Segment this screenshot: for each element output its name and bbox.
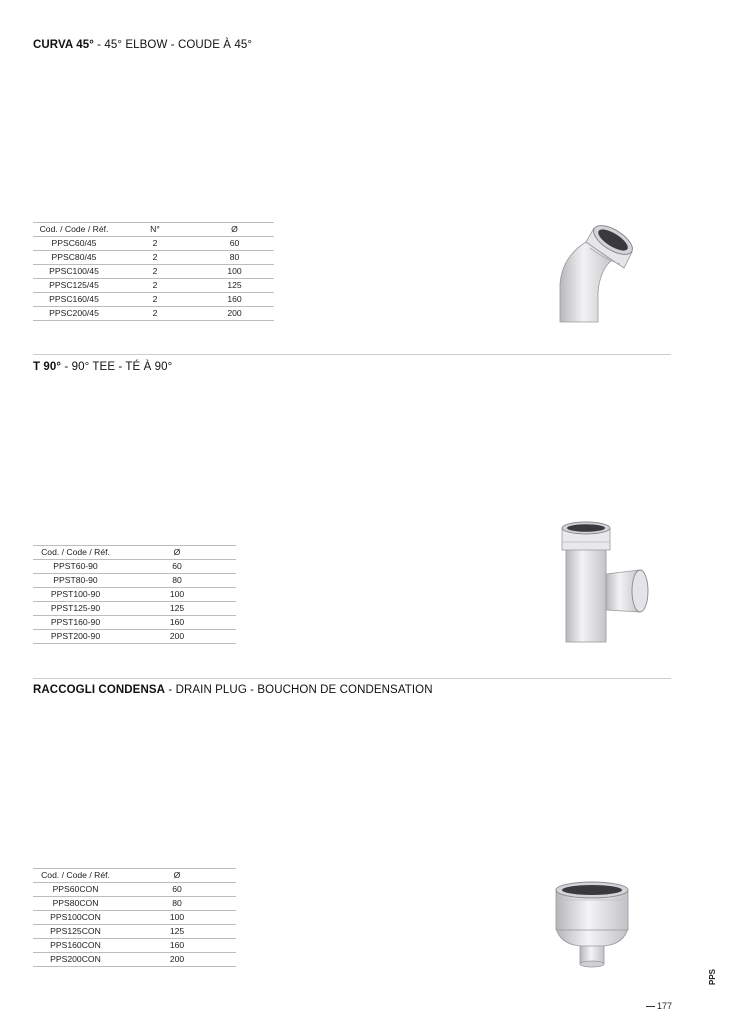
cell-code: PPSC80/45 (33, 251, 115, 265)
cell-code: PPS80CON (33, 897, 118, 911)
cell-code: PPST200-90 (33, 630, 118, 644)
col-header-number: N° (115, 223, 195, 237)
elbow-45-image (548, 212, 648, 324)
cell-diameter: 125 (195, 279, 274, 293)
table-row (33, 265, 274, 279)
table-row (33, 939, 236, 953)
section-title-drain-plug (33, 684, 433, 696)
cell-number: 2 (115, 265, 195, 279)
drain-plug-image (548, 874, 640, 972)
cell-diameter: 160 (118, 616, 236, 630)
cell-diameter: 160 (195, 293, 274, 307)
cell-diameter: 100 (118, 588, 236, 602)
table-header-row (33, 869, 236, 883)
cell-number: 2 (115, 307, 195, 321)
page-number-value: 177 (657, 1001, 673, 1011)
col-header-code: Cod. / Code / Réf. (33, 546, 118, 560)
table-row (33, 897, 236, 911)
section-title-rest: - 45° ELBOW - COUDE À 45° (93, 39, 253, 51)
cell-code: PPST160-90 (33, 616, 118, 630)
section-title-rest: - DRAIN PLUG - BOUCHON DE CONDENSATION (165, 684, 433, 696)
cell-code: PPSC60/45 (33, 237, 115, 251)
table-header-row (33, 223, 274, 237)
cell-code: PPST80-90 (33, 574, 118, 588)
cell-diameter: 125 (118, 925, 236, 939)
cell-code: PPSC160/45 (33, 293, 115, 307)
cell-diameter: 80 (195, 251, 274, 265)
cell-diameter: 100 (118, 911, 236, 925)
section-title-rest: - 90° TEE - TÉ À 90° (61, 361, 173, 373)
tee-90-image (552, 512, 654, 646)
col-header-diameter: Ø (118, 869, 236, 883)
table-row (33, 251, 274, 265)
cell-code: PPS200CON (33, 953, 118, 967)
elbow-spec-table (33, 222, 274, 321)
col-header-diameter: Ø (195, 223, 274, 237)
cell-diameter: 60 (118, 883, 236, 897)
table-row (33, 630, 236, 644)
table-row (33, 560, 236, 574)
cell-code: PPSC125/45 (33, 279, 115, 293)
cell-code: PPSC100/45 (33, 265, 115, 279)
cell-diameter: 80 (118, 574, 236, 588)
table-row (33, 883, 236, 897)
section-title-elbow (33, 39, 252, 51)
cell-code: PPST60-90 (33, 560, 118, 574)
cell-number: 2 (115, 293, 195, 307)
cell-diameter: 60 (195, 237, 274, 251)
cell-diameter: 80 (118, 897, 236, 911)
cell-diameter: 125 (118, 602, 236, 616)
cell-code: PPSC200/45 (33, 307, 115, 321)
cell-diameter: 200 (118, 630, 236, 644)
table-row (33, 602, 236, 616)
tee-spec-table (33, 545, 236, 644)
cell-code: PPS125CON (33, 925, 118, 939)
table-row (33, 588, 236, 602)
cell-diameter: 200 (195, 307, 274, 321)
page-number (646, 1001, 672, 1011)
cell-diameter: 160 (118, 939, 236, 953)
section-title-tee (33, 361, 172, 373)
section-divider (33, 354, 671, 355)
drain-plug-spec-table (33, 868, 236, 967)
table-row (33, 293, 274, 307)
table-row (33, 911, 236, 925)
cell-number: 2 (115, 279, 195, 293)
section-title-bold: T 90° (33, 361, 62, 373)
cell-diameter: 200 (118, 953, 236, 967)
cell-code: PPS160CON (33, 939, 118, 953)
cell-code: PPST100-90 (33, 588, 118, 602)
cell-code: PPS60CON (33, 883, 118, 897)
table-row (33, 574, 236, 588)
cell-diameter: 60 (118, 560, 236, 574)
table-row (33, 237, 274, 251)
section-divider (33, 678, 671, 679)
cell-diameter: 100 (195, 265, 274, 279)
page-number-dash (646, 1006, 655, 1007)
col-header-code: Cod. / Code / Réf. (33, 869, 118, 883)
table-row (33, 616, 236, 630)
cell-number: 2 (115, 237, 195, 251)
table-row (33, 925, 236, 939)
series-side-label: PPS (708, 968, 717, 985)
col-header-diameter: Ø (118, 546, 236, 560)
section-title-bold: RACCOGLI CONDENSA (33, 684, 166, 696)
cell-code: PPST125-90 (33, 602, 118, 616)
table-row (33, 953, 236, 967)
cell-number: 2 (115, 251, 195, 265)
section-title-bold: CURVA 45° (33, 39, 94, 51)
cell-code: PPS100CON (33, 911, 118, 925)
table-row (33, 307, 274, 321)
col-header-code: Cod. / Code / Réf. (33, 223, 115, 237)
table-row (33, 279, 274, 293)
table-header-row (33, 546, 236, 560)
